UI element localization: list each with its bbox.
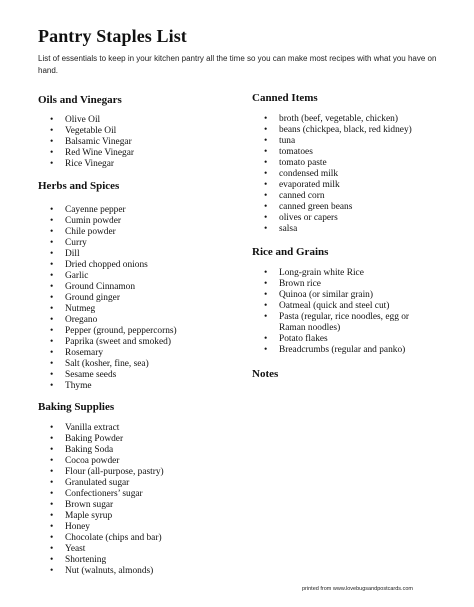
- item-list: [38, 423, 164, 577]
- list-item: [252, 312, 424, 334]
- list-item: [38, 326, 177, 337]
- list-item: [38, 216, 177, 227]
- list-item-text: Sesame seeds: [65, 370, 117, 380]
- list-item: [252, 290, 424, 301]
- list-item-text: Salt (kosher, fine, sea): [65, 359, 149, 369]
- bullet-icon: •: [50, 434, 54, 444]
- list-item: [38, 489, 164, 500]
- list-item: [38, 478, 164, 489]
- list-item-text: Thyme: [65, 381, 92, 391]
- bullet-icon: •: [50, 423, 54, 433]
- list-item-text: Granulated sugar: [65, 478, 130, 488]
- bullet-icon: •: [264, 169, 268, 179]
- list-item: [252, 180, 412, 191]
- bullet-icon: •: [50, 566, 54, 576]
- list-item: [252, 114, 412, 125]
- list-item: [38, 566, 164, 577]
- list-item-text: Paprika (sweet and smoked): [65, 337, 171, 347]
- list-item-text: canned green beans: [279, 202, 353, 212]
- section-title: Canned Items: [252, 92, 318, 104]
- list-item: [38, 249, 177, 260]
- list-item: [252, 136, 412, 147]
- list-item-text: Ground ginger: [65, 293, 120, 303]
- bullet-icon: •: [50, 445, 54, 455]
- bullet-icon: •: [264, 301, 268, 311]
- list-item: [252, 301, 424, 312]
- bullet-icon: •: [50, 500, 54, 510]
- list-item-text: Rice Vinegar: [65, 159, 114, 169]
- list-item-text: Baking Soda: [65, 445, 114, 455]
- bullet-icon: •: [50, 227, 54, 237]
- bullet-icon: •: [50, 533, 54, 543]
- list-item-text: condensed milk: [279, 169, 339, 179]
- bullet-icon: •: [50, 544, 54, 554]
- list-item-text: Cocoa powder: [65, 456, 120, 466]
- section-notes: [252, 368, 278, 381]
- bullet-icon: •: [50, 315, 54, 325]
- list-item-text: Red Wine Vinegar: [65, 148, 135, 158]
- bullet-icon: •: [50, 326, 54, 336]
- list-item: [38, 337, 177, 348]
- bullet-icon: •: [50, 282, 54, 292]
- list-item: [252, 279, 424, 290]
- bullet-icon: •: [264, 334, 268, 344]
- list-item-text: Pasta (regular, rice noodles, egg or Raman noodles): [279, 312, 410, 333]
- list-item: [38, 227, 177, 238]
- list-item-text: Rosemary: [65, 348, 104, 358]
- list-item-text: olives or capers: [279, 213, 338, 223]
- list-item-text: salsa: [279, 224, 298, 234]
- list-item-text: Quinoa (or similar grain): [279, 290, 373, 300]
- bullet-icon: •: [50, 337, 54, 347]
- section-rice-and-grains: [252, 246, 424, 356]
- list-item-text: tomatoes: [279, 147, 313, 157]
- bullet-icon: •: [50, 359, 54, 369]
- bullet-icon: •: [50, 159, 54, 169]
- bullet-icon: •: [50, 115, 54, 125]
- list-item-text: Shortening: [65, 555, 107, 565]
- list-item: [252, 334, 424, 345]
- bullet-icon: •: [50, 381, 54, 391]
- item-list: [38, 115, 134, 170]
- list-item: [38, 304, 177, 315]
- list-item: [38, 260, 177, 271]
- list-item-text: broth (beef, vegetable, chicken): [279, 114, 398, 124]
- page-title: Pantry Staples List: [38, 26, 187, 46]
- bullet-icon: •: [50, 148, 54, 158]
- bullet-icon: •: [50, 304, 54, 314]
- list-item-text: Confectioners’ sugar: [65, 489, 143, 499]
- list-item-text: Curry: [65, 238, 87, 248]
- section-baking-supplies: [38, 401, 164, 577]
- list-item: [38, 423, 164, 434]
- list-item-text: Olive Oil: [65, 115, 101, 125]
- list-item-text: Balsamic Vinegar: [65, 137, 132, 147]
- bullet-icon: •: [50, 467, 54, 477]
- list-item: [38, 511, 164, 522]
- list-item-text: tuna: [279, 136, 296, 146]
- item-list: [38, 205, 177, 392]
- list-item: [38, 544, 164, 555]
- list-item-text: Chocolate (chips and bar): [65, 533, 162, 543]
- section-canned-items: [252, 92, 412, 235]
- bullet-icon: •: [50, 489, 54, 499]
- list-item: [252, 158, 412, 169]
- intro-paragraph: List of essentials to keep in your kitchen pantry all the time so you can make most recipes with what you have on hand.: [38, 54, 437, 75]
- list-item: [38, 238, 177, 249]
- bullet-icon: •: [50, 348, 54, 358]
- section-title: Herbs and Spices: [38, 180, 120, 192]
- list-item-text: evaporated milk: [279, 180, 340, 190]
- list-item-text: Honey: [65, 522, 90, 532]
- bullet-icon: •: [264, 202, 268, 212]
- list-item-text: Oregano: [65, 315, 98, 325]
- list-item-text: Cayenne pepper: [65, 205, 126, 215]
- bullet-icon: •: [264, 224, 268, 234]
- list-item: [38, 434, 164, 445]
- bullet-icon: •: [264, 268, 268, 278]
- list-item-text: Chile powder: [65, 227, 116, 237]
- bullet-icon: •: [264, 290, 268, 300]
- bullet-icon: •: [50, 137, 54, 147]
- bullet-icon: •: [264, 191, 268, 201]
- section-title: Rice and Grains: [252, 246, 329, 258]
- list-item: [252, 147, 412, 158]
- bullet-icon: •: [50, 522, 54, 532]
- list-item-text: Nut (walnuts, almonds): [65, 566, 154, 576]
- bullet-icon: •: [50, 511, 54, 521]
- list-item: [252, 224, 412, 235]
- section-title: Oils and Vinegars: [38, 94, 122, 106]
- bullet-icon: •: [264, 180, 268, 190]
- list-item: [38, 467, 164, 478]
- bullet-icon: •: [264, 158, 268, 168]
- section-title: Baking Supplies: [38, 401, 115, 413]
- list-item: [38, 205, 177, 216]
- list-item-text: Pepper (ground, peppercorns): [65, 326, 177, 336]
- list-item-text: Cumin powder: [65, 216, 121, 226]
- bullet-icon: •: [264, 279, 268, 289]
- list-item-text: Nutmeg: [65, 304, 96, 314]
- footer-source: printed from www.lovebugsandpostcards.com: [302, 586, 413, 592]
- list-item: [38, 271, 177, 282]
- list-item: [38, 533, 164, 544]
- bullet-icon: •: [50, 478, 54, 488]
- list-item: [38, 348, 177, 359]
- section-herbs-and-spices: [38, 180, 177, 392]
- list-item-text: Oatmeal (quick and steel cut): [279, 301, 390, 311]
- item-list: [252, 268, 424, 356]
- bullet-icon: •: [50, 205, 54, 215]
- list-item: [252, 191, 412, 202]
- list-item-text: Dill: [65, 249, 80, 259]
- list-item: [38, 522, 164, 533]
- list-item-text: Potato flakes: [279, 334, 328, 344]
- list-item-text: Ground Cinnamon: [65, 282, 136, 292]
- list-item: [38, 137, 134, 148]
- list-item: [252, 169, 412, 180]
- list-item: [38, 148, 134, 159]
- list-item: [252, 268, 424, 279]
- bullet-icon: •: [50, 370, 54, 380]
- list-item-text: canned corn: [279, 191, 325, 201]
- list-item-text: Vegetable Oil: [65, 126, 117, 136]
- list-item-text: Yeast: [65, 544, 86, 554]
- bullet-icon: •: [264, 312, 268, 322]
- list-item-text: Brown rice: [279, 279, 321, 289]
- bullet-icon: •: [50, 238, 54, 248]
- list-item-text: Garlic: [65, 271, 89, 281]
- list-item: [38, 445, 164, 456]
- bullet-icon: •: [50, 293, 54, 303]
- list-item-text: Vanilla extract: [65, 423, 120, 433]
- list-item: [38, 555, 164, 566]
- bullet-icon: •: [264, 114, 268, 124]
- list-item: [38, 315, 177, 326]
- list-item: [252, 345, 424, 356]
- bullet-icon: •: [50, 456, 54, 466]
- list-item: [38, 456, 164, 467]
- list-item: [38, 370, 177, 381]
- list-item-text: Baking Powder: [65, 434, 124, 444]
- bullet-icon: •: [50, 271, 54, 281]
- list-item: [38, 282, 177, 293]
- bullet-icon: •: [50, 126, 54, 136]
- list-item: [38, 159, 134, 170]
- bullet-icon: •: [264, 345, 268, 355]
- list-item-text: tomato paste: [279, 158, 327, 168]
- list-item-text: Breadcrumbs (regular and panko): [279, 345, 406, 355]
- bullet-icon: •: [50, 555, 54, 565]
- section-oils-and-vinegars: [38, 94, 134, 170]
- list-item: [38, 359, 177, 370]
- list-item: [38, 381, 177, 392]
- list-item: [252, 213, 412, 224]
- bullet-icon: •: [264, 136, 268, 146]
- list-item: [38, 126, 134, 137]
- list-item-text: Flour (all-purpose, pastry): [65, 467, 164, 477]
- list-item-text: beans (chickpea, black, red kidney): [279, 125, 412, 135]
- list-item-text: Long-grain white Rice: [279, 268, 364, 278]
- bullet-icon: •: [50, 216, 54, 226]
- item-list: [252, 114, 412, 235]
- bullet-icon: •: [50, 249, 54, 259]
- bullet-icon: •: [50, 260, 54, 270]
- list-item-text: Brown sugar: [65, 500, 114, 510]
- list-item: [38, 500, 164, 511]
- list-item: [252, 125, 412, 136]
- list-item-text: Dried chopped onions: [65, 260, 148, 270]
- bullet-icon: •: [264, 213, 268, 223]
- list-item-text: Maple syrup: [65, 511, 113, 521]
- section-title: Notes: [252, 368, 279, 380]
- list-item: [38, 115, 134, 126]
- list-item: [252, 202, 412, 213]
- bullet-icon: •: [264, 125, 268, 135]
- bullet-icon: •: [264, 147, 268, 157]
- list-item: [38, 293, 177, 304]
